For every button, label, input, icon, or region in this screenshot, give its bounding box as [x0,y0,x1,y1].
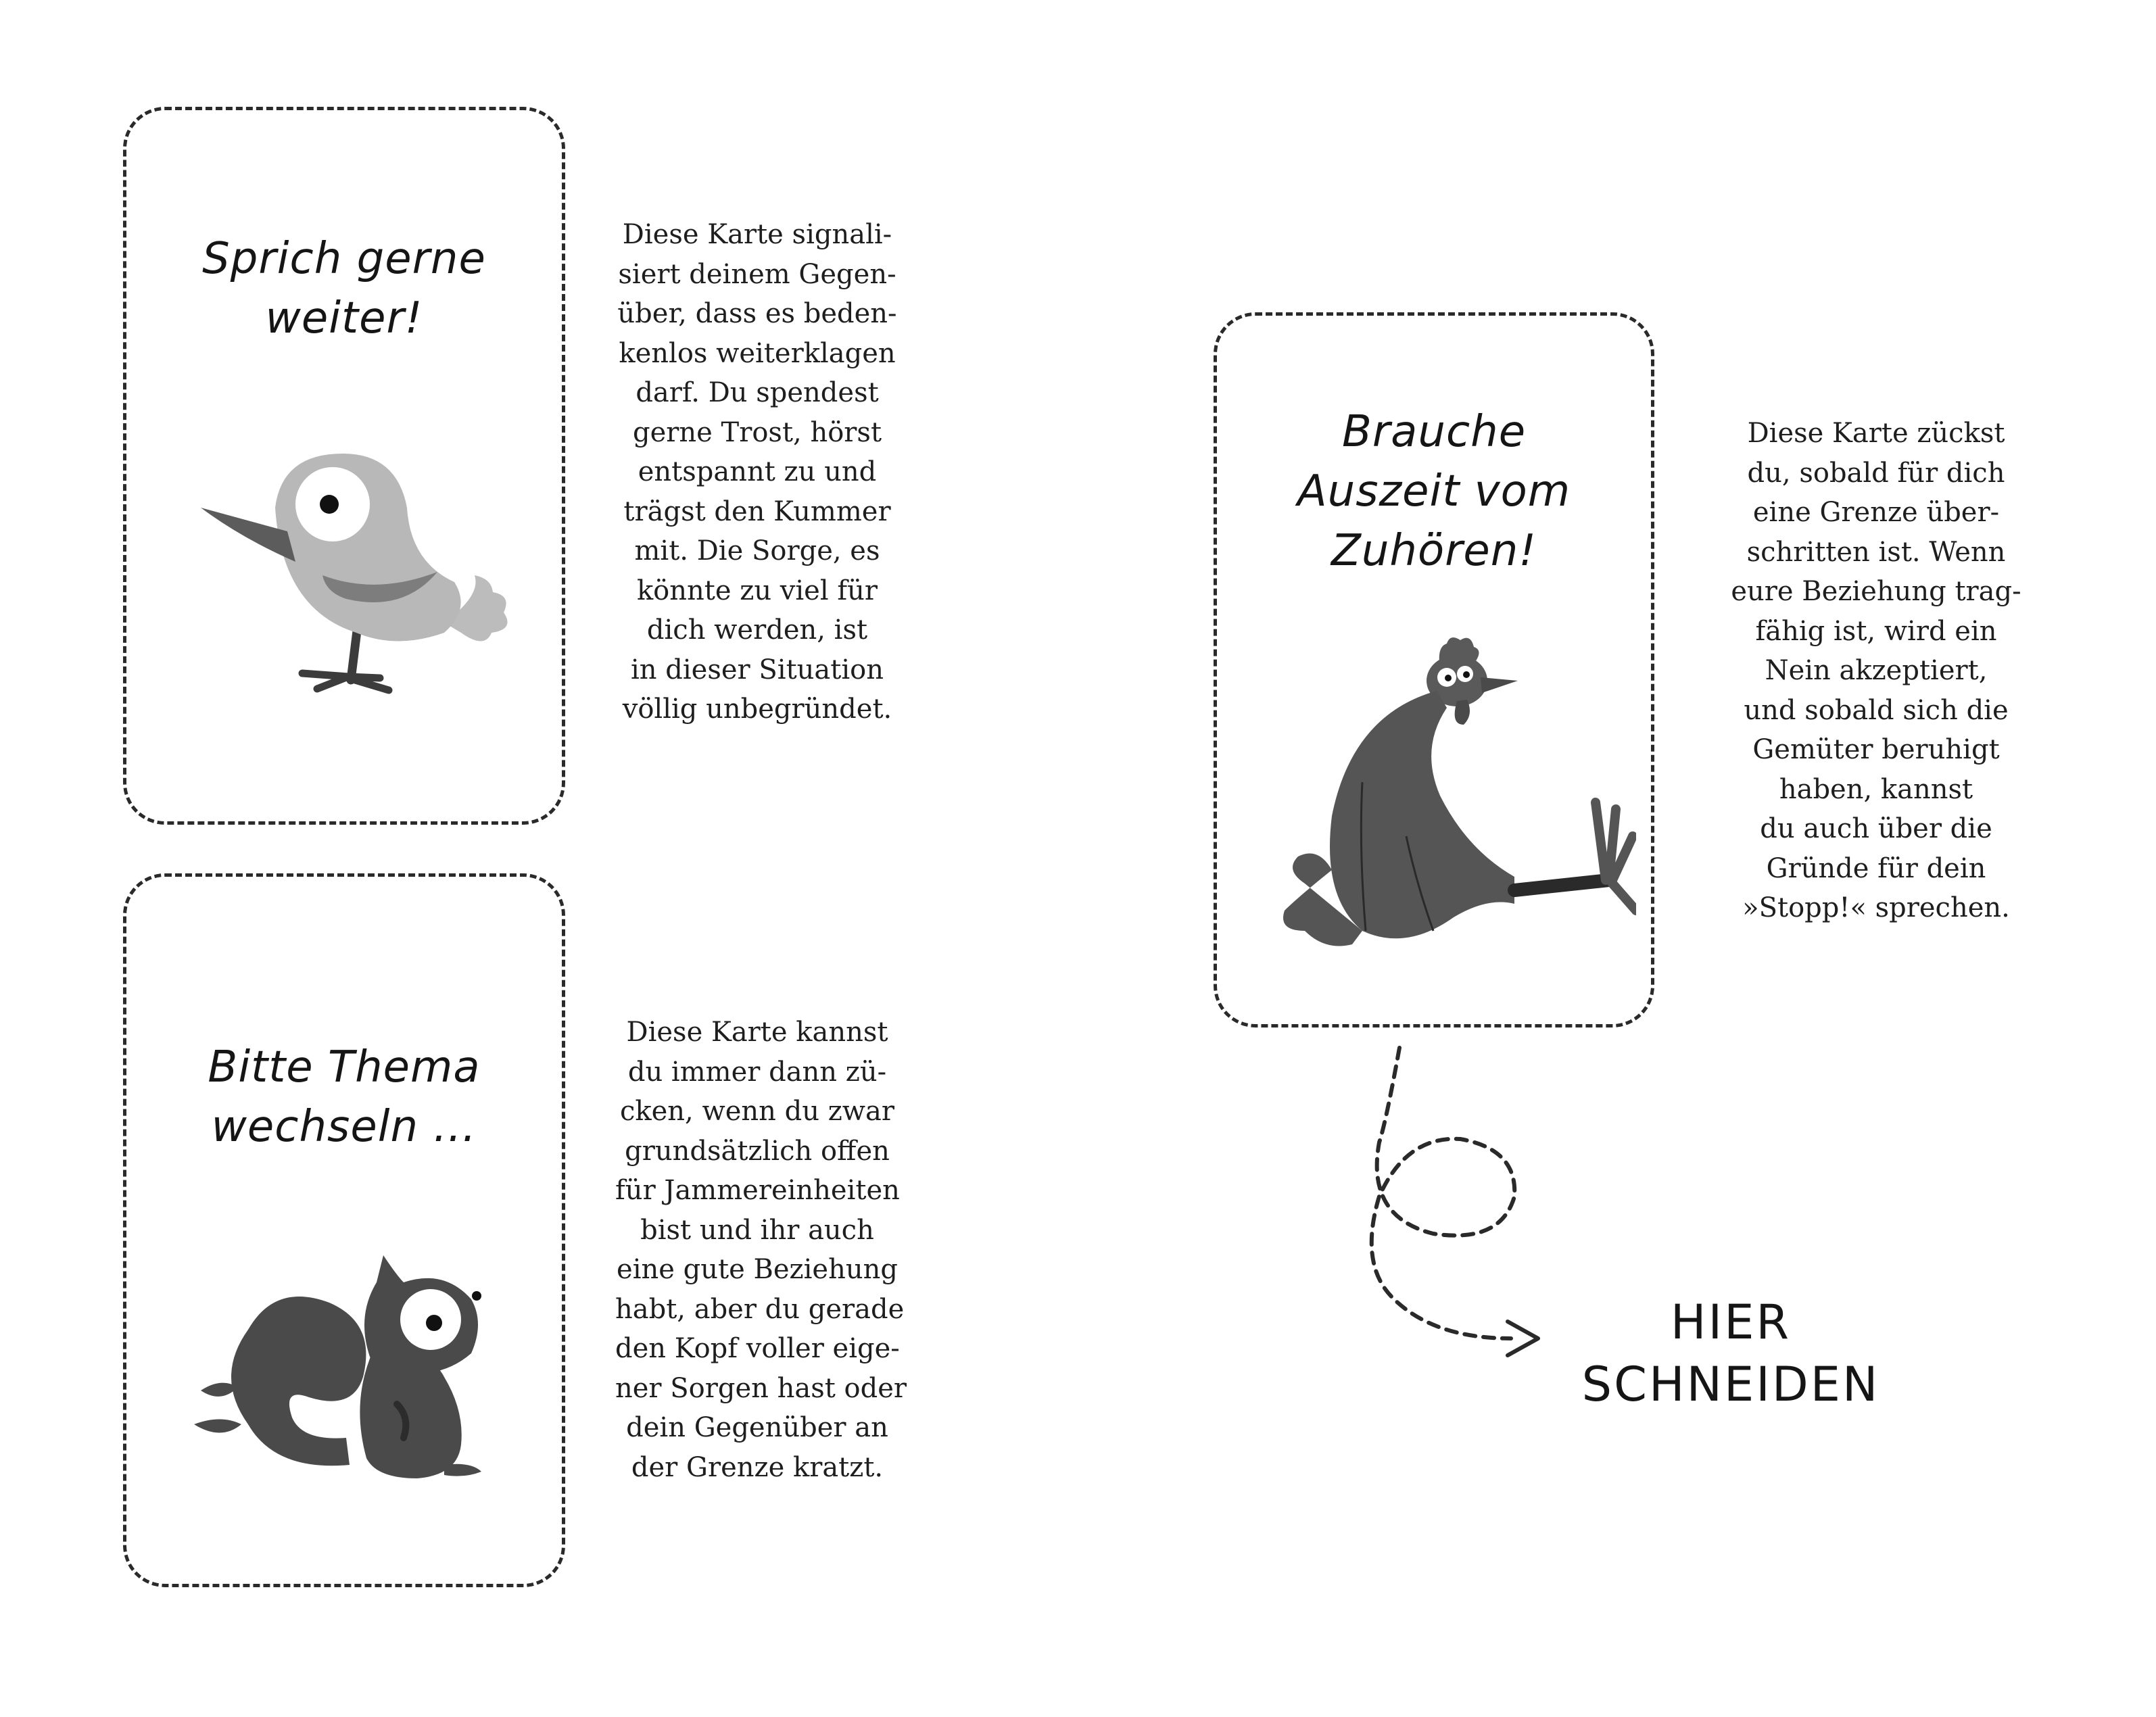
dashed-arrow-icon [1345,1041,1602,1365]
description-line: »Stopp!« sprechen. [1742,892,2010,923]
description-line: und sobald sich die [1744,694,2009,726]
description-line: du, sobald für dich [1747,457,2005,489]
description-line: mit. Die Sorge, es [634,535,880,566]
description-line: trägst den Kummer [623,495,891,527]
description-line: über, dass es beden- [617,298,897,329]
cut-here-line: SCHNEIDEN [1581,1357,1880,1412]
card-break-from-listening [1214,312,1654,1027]
description-line: kenlos weiterklagen [619,337,896,369]
description-line: Nein akzeptiert, [1765,655,1988,686]
description-line: eure Beziehung trag- [1731,576,2021,607]
chicken-icon [1244,613,1636,978]
description-line: Diese Karte signali- [622,219,892,250]
description-line: dich werden, ist [646,614,868,646]
card-title-line: Bitte Thema [208,1042,481,1092]
description-line: Diese Karte kannst [626,1017,888,1048]
description-line: in dieser Situation [631,654,884,685]
card-title-line: Auszeit vom [1297,466,1571,516]
squirrel-icon [174,1242,512,1499]
description-line: siert deinem Gegen- [618,258,896,290]
description-line: bist und ihr auch [640,1214,874,1246]
description-line: grundsätzlich offen [625,1135,890,1167]
description-line: fähig ist, wird ein [1755,615,1997,647]
description-line: cken, wenn du zwar [619,1096,894,1127]
card-title-line: Zuhören! [1331,526,1537,576]
description-line: Diese Karte zückst [1747,418,2005,449]
card-description [1721,414,2032,928]
description-line: den Kopf voller eige- [615,1333,900,1364]
description-line: der Grenze kratzt. [631,1451,884,1483]
card-speak-on [123,107,565,825]
description-line: für Jammereinheiten [615,1175,900,1206]
description-line: entspannt zu und [638,456,877,487]
cut-here-line: HIER [1670,1295,1792,1350]
description-line: könnte zu viel für [636,575,878,606]
description-line: schritten ist. Wenn [1746,536,2006,568]
description-line: dein Gegenüber an [626,1412,888,1443]
description-line: eine gute Beziehung [617,1254,898,1285]
description-line: habt, aber du gerade [615,1293,905,1325]
bird-icon [174,427,512,710]
description-line: haben, kannst [1779,773,1973,805]
card-title [1217,402,1651,581]
description-line: du auch über die [1760,813,1992,844]
description-line: Gründe für dein [1766,852,1986,884]
card-title [126,1038,562,1157]
description-line: gerne Trost, hörst [632,416,882,448]
description-line: eine Grenze über- [1752,497,2000,528]
card-description [615,1013,907,1487]
card-title [126,229,562,348]
card-title-line: Brauche [1341,407,1527,457]
cut-here-label [1575,1291,1886,1416]
card-change-topic [123,873,565,1587]
card-title-line: weiter! [265,293,423,343]
card-title-line: wechseln … [211,1102,477,1152]
card-title-line: Sprich gerne [202,234,486,284]
description-line: völlig unbegründet. [622,694,892,725]
description-line: Gemüter beruhigt [1752,734,2000,765]
description-line: darf. Du spendest [636,377,879,408]
card-description [615,215,899,729]
description-line: du immer dann zü- [627,1056,887,1088]
description-line: ner Sorgen hast oder [615,1372,907,1404]
